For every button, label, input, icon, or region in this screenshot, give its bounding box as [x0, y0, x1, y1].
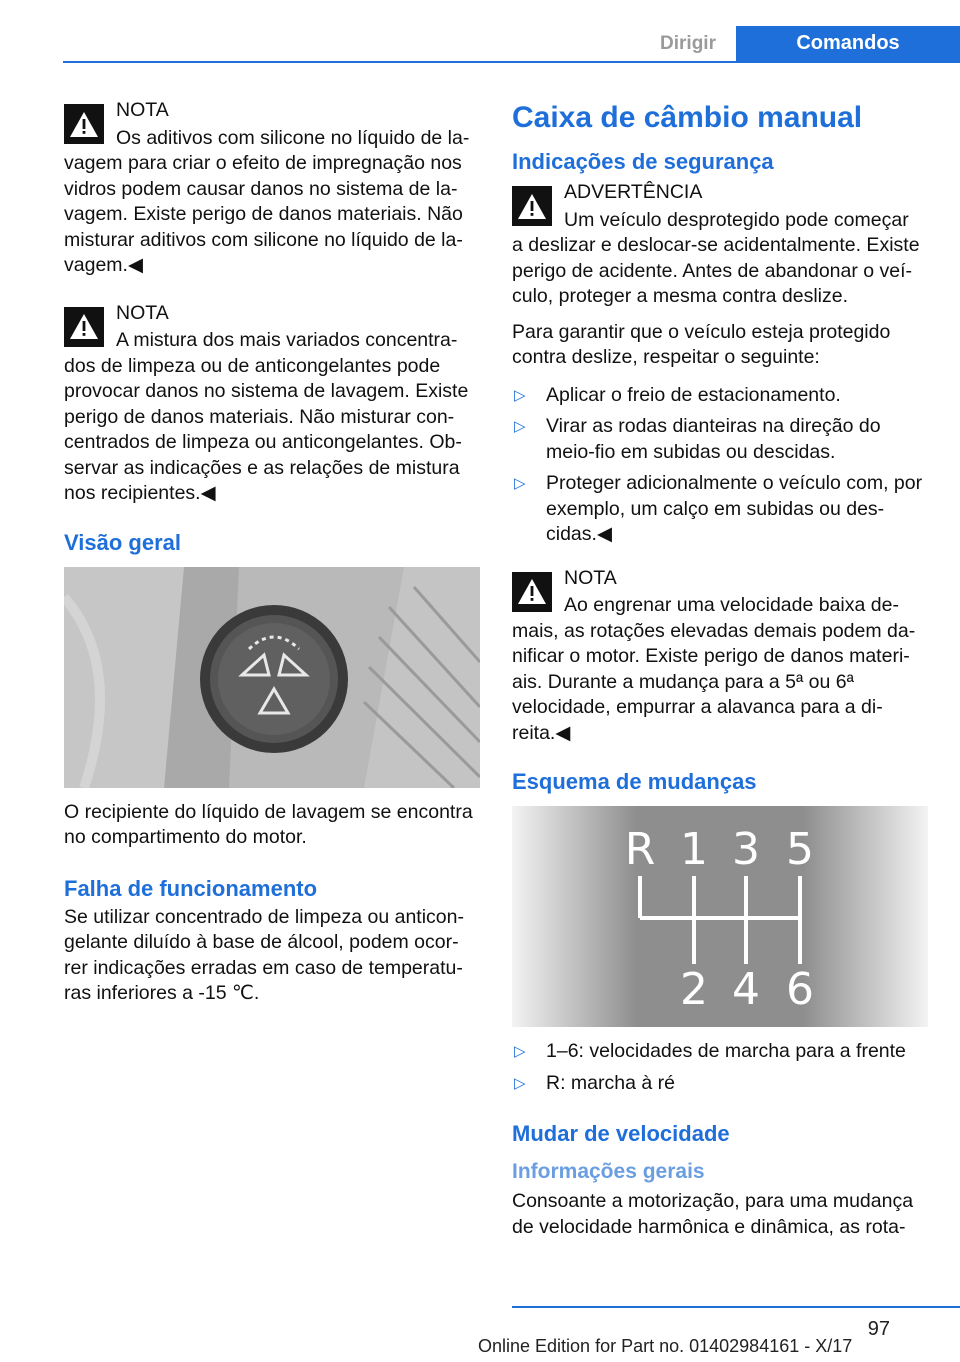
- heading-malfunction: Falha de funcionamento: [64, 875, 318, 901]
- note-text: mais, as rotações elevadas demais podem da‐nificar o motor. Existe perigo de danos materi‐ais. Durante a mudança para a 5ª ou 6ª velocidade, empurrar a alavanca para a di‐reita.◀: [512, 619, 916, 744]
- gear-label-6: 6: [786, 964, 814, 1015]
- note-concentrate-mixture: [64, 301, 480, 507]
- gear-label-5: 5: [786, 824, 814, 875]
- note-text: vagem para criar o efeito de impregnação nos vidros podem causar danos no sistema de la‐vagem. Existe perigo de danos materiais. Não misturar aditivos com silicone no líquido de la‐vagem.◀: [64, 152, 463, 276]
- triangle-bullet-icon: ▷: [514, 1074, 526, 1092]
- page-title: Caixa de câmbio manual: [512, 101, 863, 134]
- warning-triangle-icon: [512, 572, 552, 612]
- overview-text: O recipiente do líquido de lavagem se encontra no compartimento do motor.: [64, 800, 473, 848]
- header-section: Dirigir: [660, 33, 716, 54]
- heading-general-info: Informações gerais: [512, 1160, 705, 1183]
- note-downshift: [512, 566, 928, 747]
- note-label: NOTA: [116, 301, 169, 324]
- left-column: [64, 98, 480, 1019]
- malfunction-text: Se utilizar concentrado de limpeza ou anticon‐gelante diluído à base de álcool, podem ocor‐rer indicações erradas em caso de temperatu‐ras inferiores a -15 ℃.: [64, 905, 464, 1004]
- list-item: ▷ Proteger adicionalmente o veículo com, por exemplo, um calço em subidas ou des‐cidas.◀: [514, 472, 923, 545]
- list-item: ▷ 1–6: velocidades de marcha para a frente: [512, 1039, 928, 1065]
- right-column: [512, 98, 928, 1252]
- note-silicone-additives: [64, 98, 480, 279]
- secure-list: [512, 383, 928, 548]
- warning-triangle-icon: [64, 104, 104, 144]
- triangle-bullet-icon: ▷: [514, 475, 526, 492]
- heading-safety: Indicações de segurança: [512, 149, 774, 174]
- note-text-first: Os aditivos com silicone no líquido de la‐: [116, 126, 470, 149]
- note-text: dos de limpeza ou de anticongelantes pode provocar danos no sistema de lavagem. Existe perigo de danos materiais. Não misturar con‐centrados de limpeza ou anticongelantes. Ob‐servar as indicações e as relações de mistura nos recipientes.◀: [64, 354, 469, 504]
- triangle-bullet-icon: ▷: [514, 418, 526, 435]
- note-text-first: Ao engrenar uma velocidade baixa de‐: [564, 594, 899, 616]
- heading-shift-pattern: Esquema de mudanças: [512, 769, 757, 794]
- list-item: ▷ Virar as rodas dianteiras na direção do meio-fio em subidas ou descidas.: [514, 415, 881, 463]
- gear-label-1: 1: [680, 824, 708, 875]
- warning-vehicle-rolling: [512, 180, 928, 310]
- header-tab-comandos[interactable]: Comandos: [736, 26, 960, 61]
- note-label: NOTA: [116, 99, 169, 121]
- heading-change-gear: Mudar de velocidade: [512, 1121, 730, 1146]
- list-item: ▷ Aplicar o freio de estacionamento.: [512, 383, 928, 409]
- warning-triangle-icon: [512, 186, 552, 226]
- list-item: ▷ R: marcha à ré: [512, 1071, 928, 1097]
- warning-text-first: Um veículo desprotegido pode começar: [564, 208, 909, 231]
- gear-label-4: 4: [732, 964, 760, 1015]
- gear-label-2: 2: [680, 964, 708, 1015]
- gear-label-r: R: [624, 824, 656, 875]
- note-label: NOTA: [564, 566, 617, 589]
- warning-text: a deslizar e deslocar-se acidentalmente. Existe perigo de acidente. Antes de abandonar o veí‐culo, proteger a mesma contra deslize.: [512, 234, 920, 307]
- triangle-bullet-icon: ▷: [514, 386, 526, 404]
- warning-triangle-icon: [64, 307, 104, 347]
- shift-list: [512, 1039, 928, 1096]
- warning-label: ADVERTÊNCIA: [564, 181, 703, 203]
- note-text-first: A mistura dos mais variados concentra‐: [116, 329, 458, 351]
- gear-label-3: 3: [732, 824, 760, 875]
- washer-reservoir-cap-image: [64, 567, 480, 788]
- footer-edition: Online Edition for Part no. 01402984161 - X/17: [478, 1336, 853, 1356]
- footer-rule: [512, 1306, 960, 1308]
- header-rule: [63, 61, 960, 63]
- shift-pattern-diagram: [512, 806, 928, 1027]
- general-text: Consoante a motorização, para uma mudança de velocidade harmônica e dinâmica, as rota‐: [512, 1190, 914, 1238]
- triangle-bullet-icon: ▷: [514, 1043, 526, 1060]
- heading-overview: Visão geral: [64, 529, 181, 555]
- page-number: 97: [867, 1318, 890, 1340]
- secure-text: Para garantir que o veículo esteja protegido contra deslize, respeitar o seguinte:: [512, 320, 891, 368]
